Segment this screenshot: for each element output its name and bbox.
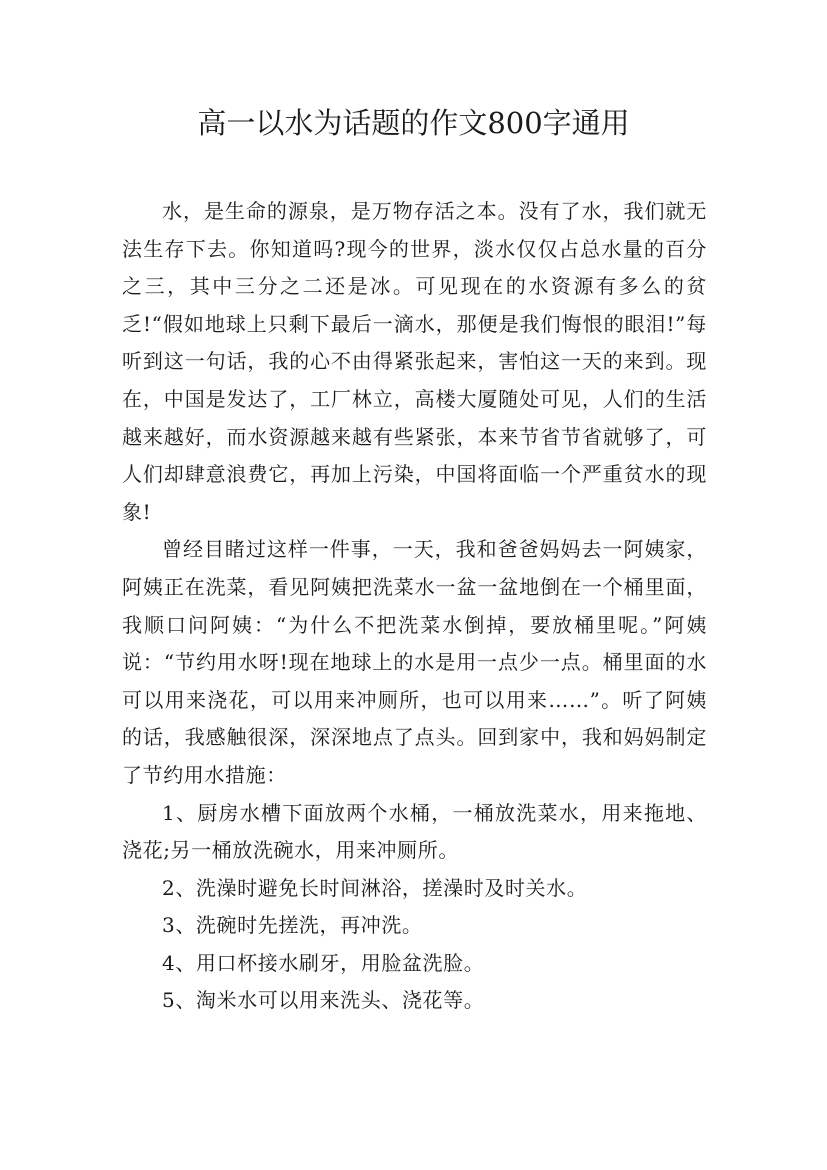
- paragraph-story: 曾经目睹过这样一件事，一天，我和爸爸妈妈去一阿姨家，阿姨正在洗菜，看见阿姨把洗菜水一盆一盆地倒在一个桶里面，我顺口问阿姨：“为什么不把洗菜水倒掉，要放桶里呢。”阿姨说：“节约用水呀!现在地球上的水是用一点少一点。桶里面的水可以用来浇花，可以用来冲厕所，也可以用来……”。听了阿姨的话，我感触很深，深深地点了点头。回到家中，我和妈妈制定了节约用水措施：: [122, 537, 707, 787]
- list-item-measure-2: 2、洗澡时避免长时间淋浴，搓澡时及时关水。: [162, 875, 588, 900]
- list-item-measure-1: 1、厨房水槽下面放两个水桶，一桶放洗菜水，用来拖地、浇花;另一桶放洗碗水，用来冲厕所。: [122, 800, 707, 863]
- document-title: 高一以水为话题的作文800字通用: [197, 106, 630, 140]
- list-item-measure-5: 5、淘米水可以用来洗头、浇花等。: [162, 988, 485, 1013]
- document-body: [122, 193, 707, 1020]
- list-item-measure-3: 3、洗碗时先搓洗，再冲洗。: [162, 913, 423, 938]
- paragraph-intro: 水，是生命的源泉，是万物存活之本。没有了水，我们就无法生存下去。你知道吗?现今的世界，淡水仅仅占总水量的百分之三，其中三分之二还是冰。可见现在的水资源有多么的贫乏!“假如地球上只剩下最后一滴水，那便是我们悔恨的眼泪!”每听到这一句话，我的心不由得紧张起来，害怕这一天的来到。现在，中国是发达了，工厂林立，高楼大厦随处可见，人们的生活越来越好，而水资源越来越有些紧张，本来节省节省就够了，可人们却肆意浪费它，再加上污染，中国将面临一个严重贫水的现象!: [122, 199, 707, 524]
- list-item-measure-4: 4、用口杯接水刷牙，用脸盆洗脸。: [162, 950, 485, 975]
